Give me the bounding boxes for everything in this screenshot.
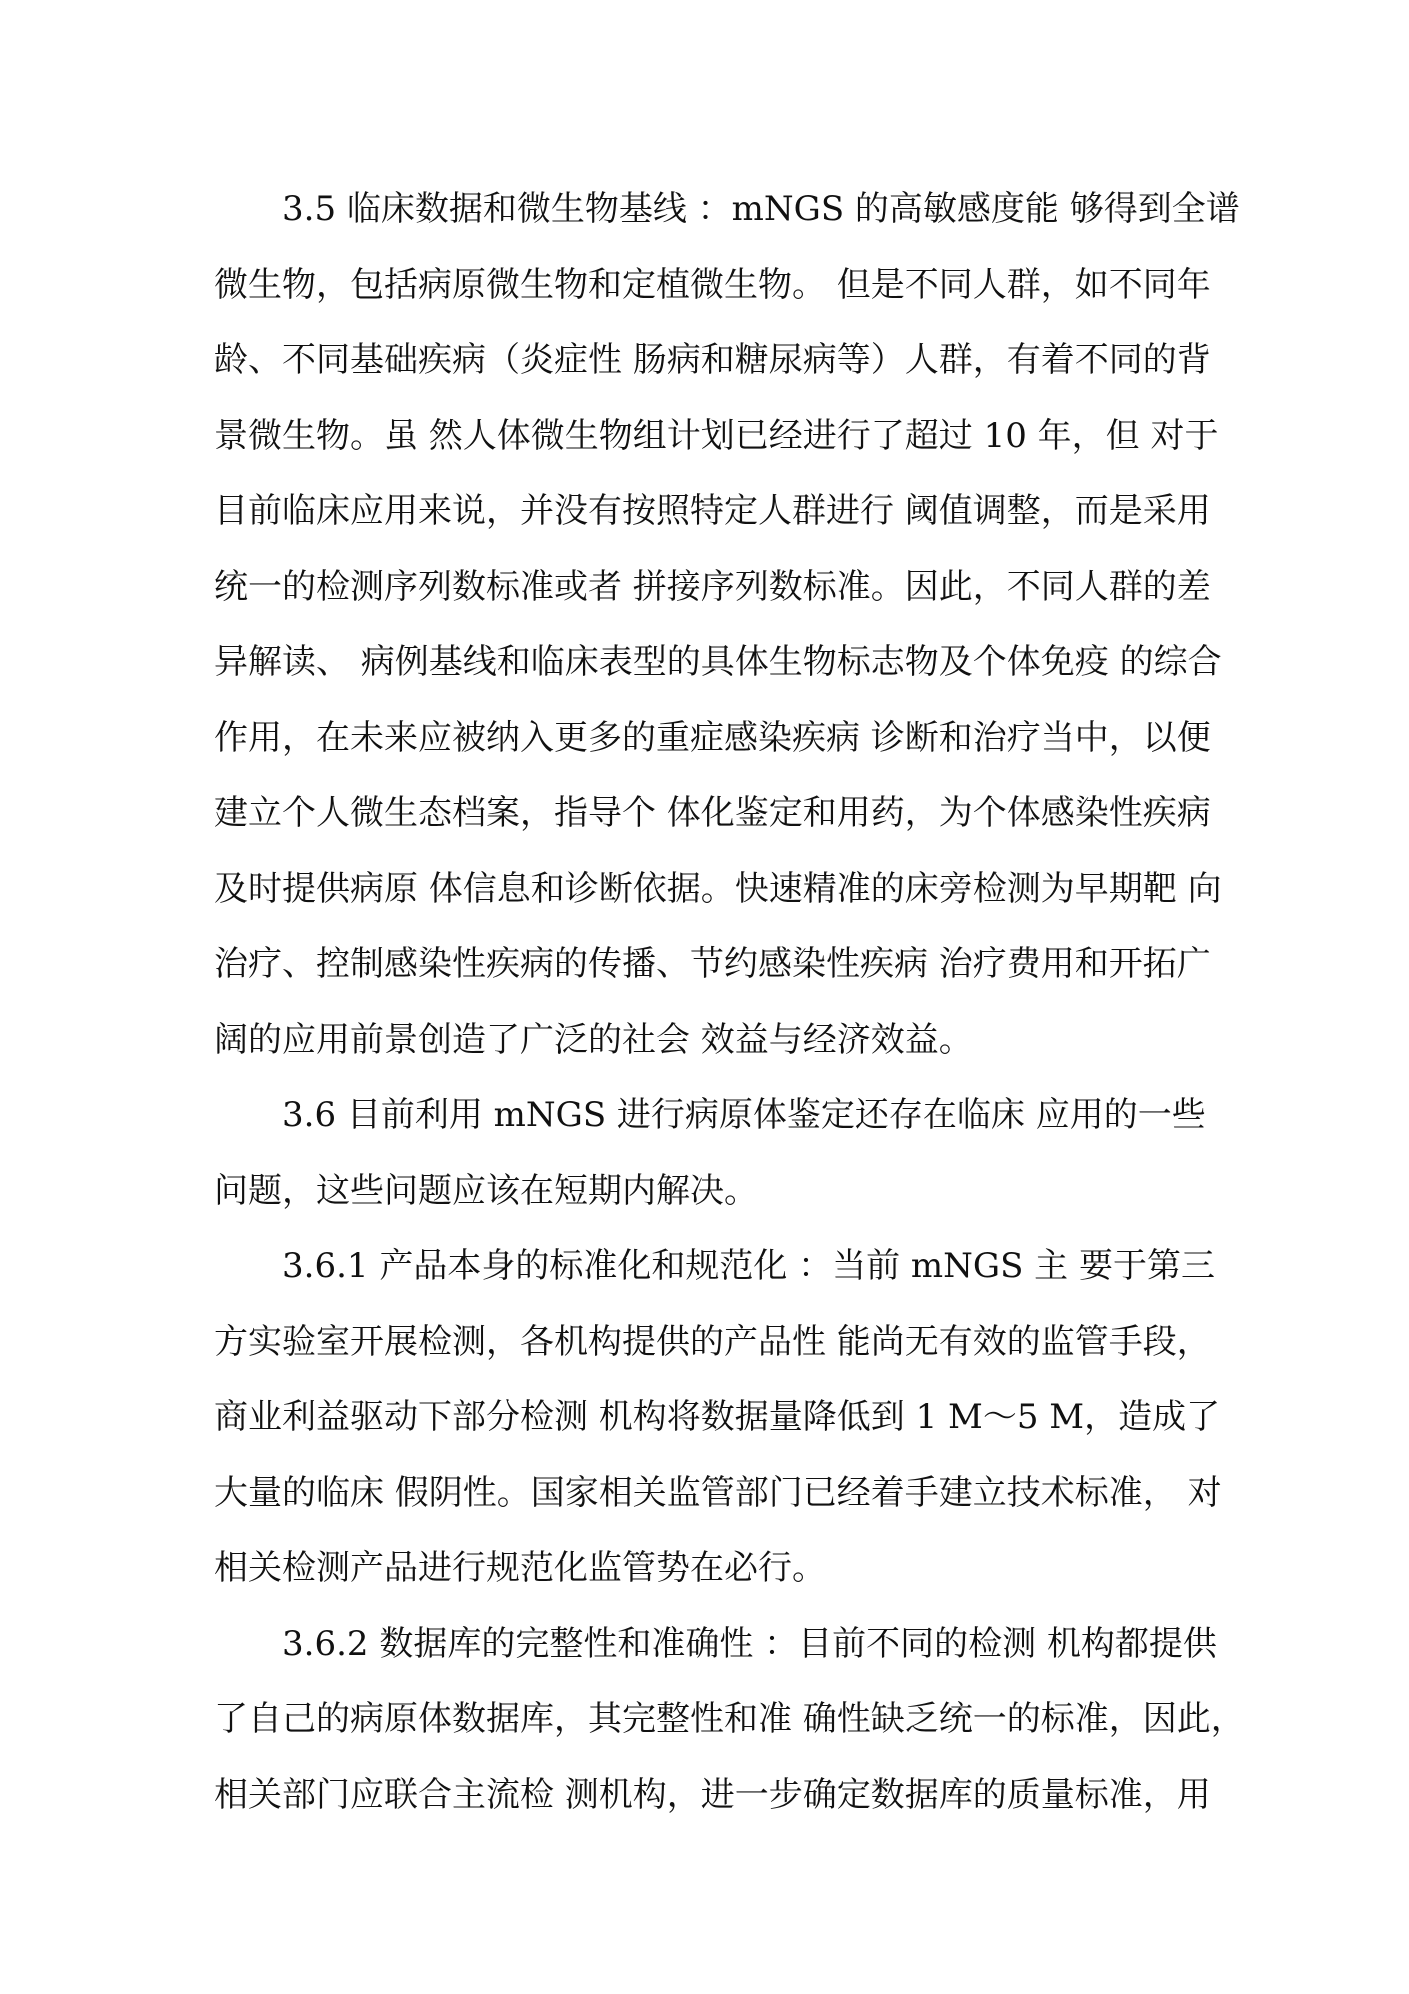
text-line: 了自己的病原体数据库，其完整性和准 确性缺乏统一的标准，因此， [214,1699,1245,1739]
text-line: 龄、不同基础疾病（炎症性 肠病和糖尿病等）人群，有着不同的背 [214,340,1211,380]
text-line: 方实验室开展检测，各机构提供的产品性 能尚无有效的监管手段， [214,1321,1211,1362]
text-line: 相关部门应联合主流检 测机构，进一步确定数据库的质量标准，用 [214,1774,1211,1815]
text-line: 阔的应用前景创造了广泛的社会 效益与经济效益。 [214,1019,973,1060]
text-line: 3.6.1 产品本身的标准化和规范化 ：当前 mNGS 主 要于第三 [282,1246,1215,1286]
text-line: 相关检测产品进行规范化监管势在必行。 [214,1548,826,1588]
text-line: 建立个人微生态档案，指导个 体化鉴定和用药，为个体感染性疾病 [214,793,1211,833]
text-line: 作用，在未来应被纳入更多的重症感染疾病 诊断和治疗当中，以便 [214,717,1211,758]
text-line: 商业利益驱动下部分检测 机构将数据量降低到 1 M～5 M，造成了 [214,1397,1221,1437]
paragraph-3-6-1 [214,1229,1222,1607]
text-line: 及时提供病原 体信息和诊断依据。快速精准的床旁检测为早期靶 向 [214,868,1222,909]
text-line: 3.6 目前利用 mNGS 进行病原体鉴定还存在临床 应用的一些 [282,1095,1206,1135]
paragraph-3-5 [214,172,1240,1078]
text-line: 问题，这些问题应该在短期内解决。 [214,1170,758,1211]
text-line: 治疗、控制感染性疾病的传播、节约感染性疾病 治疗费用和开拓广 [214,944,1211,984]
document-body [214,172,1245,1833]
text-line: 统一的检测序列数标准或者 拼接序列数标准。因此，不同人群的差 [214,566,1211,607]
paragraph-3-6-2 [214,1607,1245,1834]
text-line: 微生物，包括病原微生物和定植微生物。 但是不同人群，如不同年 [214,264,1211,305]
text-line: 异解读、 病例基线和临床表型的具体生物标志物及个体免疫 的综合 [214,642,1222,682]
text-line: 目前临床应用来说，并没有按照特定人群进行 阈值调整，而是采用 [214,491,1211,531]
text-line: 景微生物。虽 然人体微生物组计划已经进行了超过 10 年，但 对于 [214,415,1219,456]
text-line: 3.6.2 数据库的完整性和准确性 ：目前不同的检测 机构都提供 [282,1623,1217,1664]
text-line: 3.5 临床数据和微生物基线 ：mNGS 的高敏感度能 够得到全谱 [282,189,1240,229]
paragraph-3-6 [214,1078,1204,1229]
text-line: 大量的临床 假阴性。国家相关监管部门已经着手建立技术标准， 对 [214,1472,1222,1513]
